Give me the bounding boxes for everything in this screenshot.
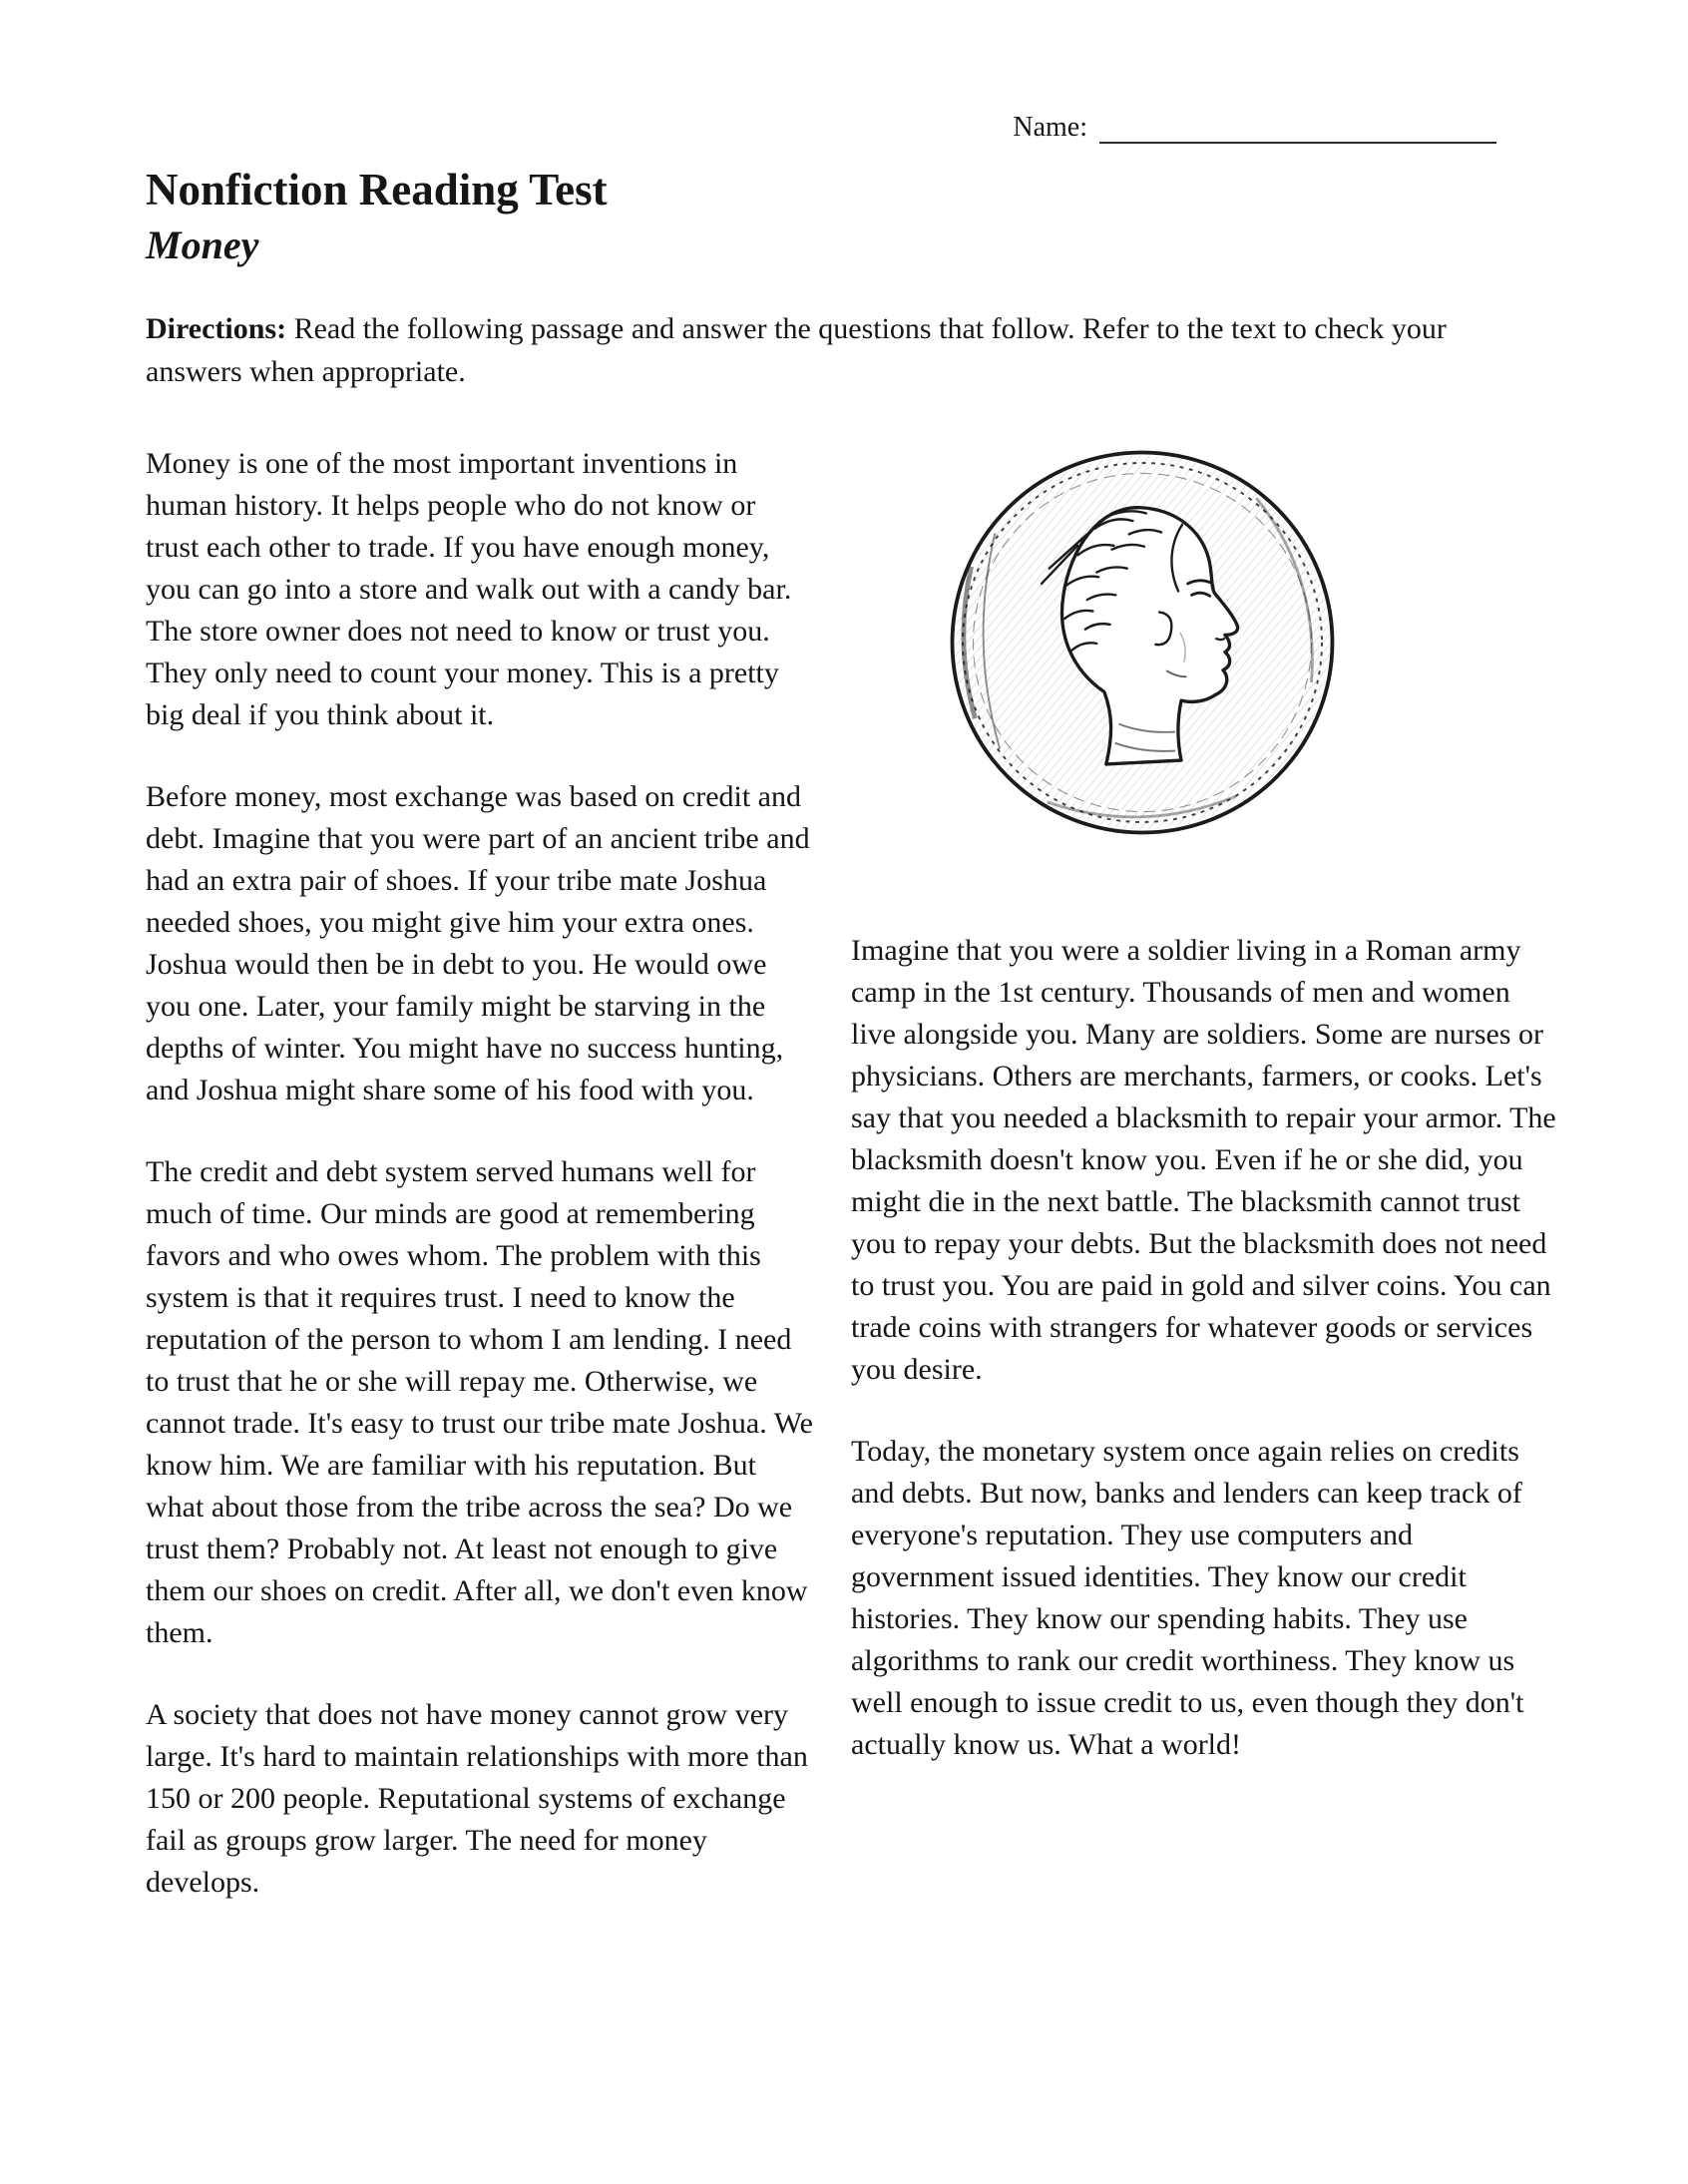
passage-paragraph: Before money, most exchange was based on credit and debt. Imagine that you were part of an ancient tribe and had an extra pair of shoes. If your tribe mate Joshua needed shoes, you might give him your extra ones. Joshua would then be in debt to you. He would owe you one. Later, your family might be starving in the depths of winter. You might have no success hunting, and Joshua might share some of his food with you. — [146, 779, 810, 1106]
name-label: Name: — [1013, 112, 1087, 143]
directions-text: Read the following passage and answer the questions that follow. Refer to the text to check your answers when appropriate. — [146, 311, 1447, 388]
passage-paragraph: Money is one of the most important inventions in human history. It helps people who do not know or trust each other to trade. If you have enough money, you can go into a store and walk out with a candy bar. The store owner does not need to know or trust you. They only need to count your money. This is a pretty big deal if you think about it. — [146, 446, 792, 731]
directions-label: Directions: — [146, 311, 287, 345]
name-row — [146, 112, 1496, 144]
passage-right-column — [851, 443, 1556, 1944]
directions — [146, 307, 1492, 393]
passage-paragraph: Today, the monetary system once again relies on credits and debts. But now, banks and lenders can keep track of everyone's reputation. They use computers and government issued identities. They know our credit histories. They know our spending habits. They use algorithms to rank our credit worthiness. They know us well enough to issue credit to us, even though they don't actually know us. What a world! — [851, 1434, 1524, 1761]
passage-paragraph: A society that does not have money cannot grow very large. It's hard to maintain relationships with more than 150 or 200 people. Reputational systems of exchange fail as groups grow larger. The need for money develops. — [146, 1697, 808, 1899]
coin-image — [943, 443, 1342, 842]
passage-paragraph: Imagine that you were a soldier living in a Roman army camp in the 1st century. Thousands of men and women live alongside you. Many are soldiers. Some are nurses or physicians. Others are merchants, farmers, or cooks. Let's say that you needed a blacksmith to repair your armor. The blacksmith doesn't know you. Even if he or she did, you might die in the next battle. The blacksmith cannot trust you to repay your debts. But the blacksmith does not need to trust you. You are paid in gold and silver coins. You can trade coins with strangers for whatever goods or services you desire. — [851, 933, 1556, 1386]
passage-columns — [146, 443, 1554, 1944]
page-subtitle: Money — [146, 221, 259, 267]
passage-paragraph: The credit and debt system served humans well for much of time. Our minds are good at remembering favors and who owes whom. The problem with this system is that it requires trust. I need to know the reputation of the person to whom I am lending. I need to trust that he or she will repay me. Otherwise, we cannot trade. It's easy to trust our tribe mate Joshua. We know him. We are familiar with his reputation. But what about those from the tribe across the sea? Do we trust them? Probably not. At least not enough to give them our shoes on credit. After all, we don't even know them. — [146, 1154, 813, 1649]
name-blank-line — [1099, 112, 1496, 144]
ancient-coin-illustration — [943, 443, 1342, 842]
page-title: Nonfiction Reading Test — [146, 165, 608, 215]
passage-left-column — [146, 443, 815, 1944]
